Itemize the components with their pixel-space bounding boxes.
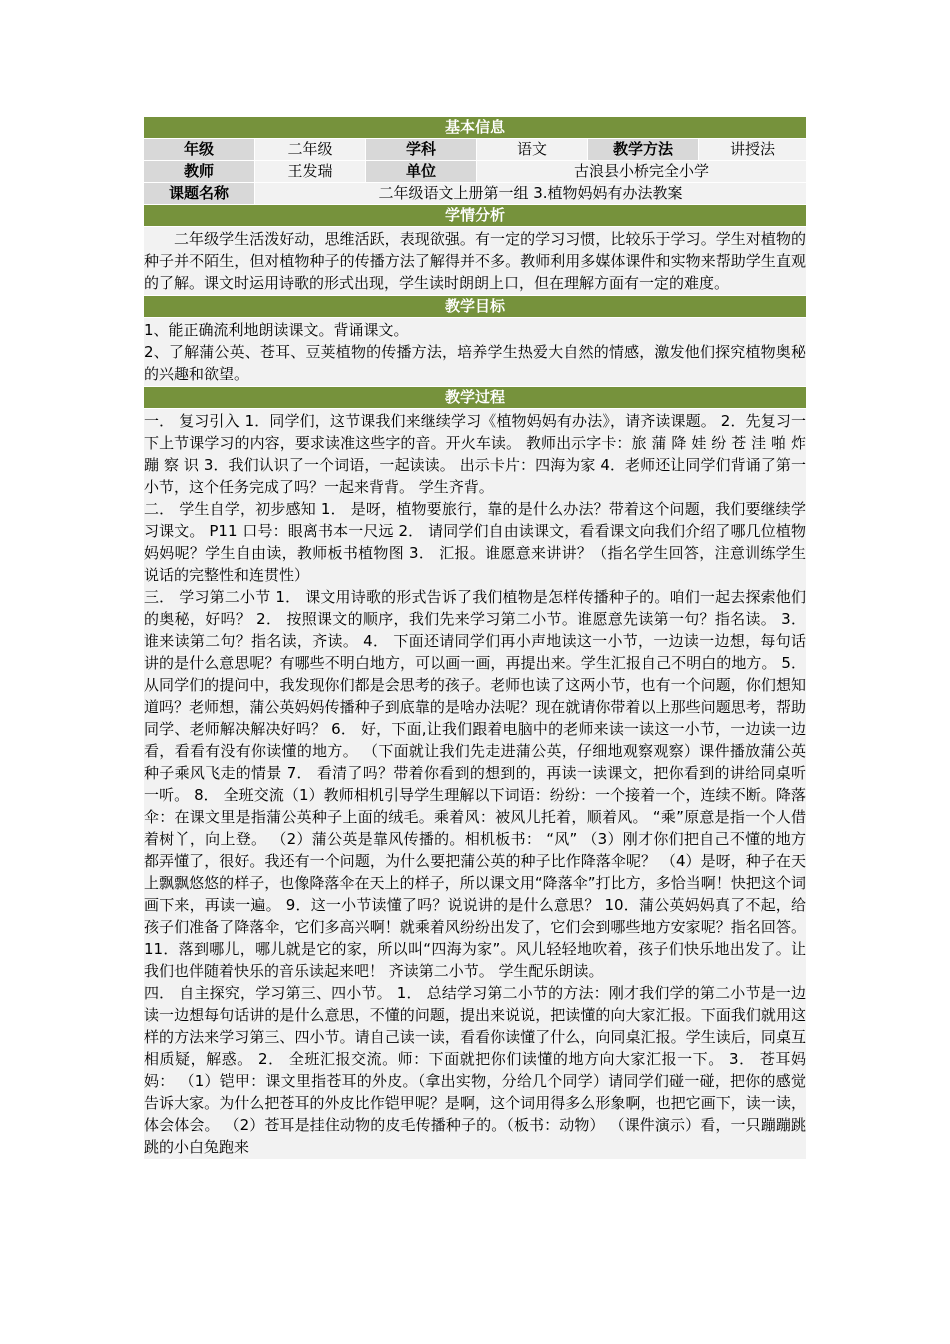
process-step-4: 四． 自主探究，学习第三、四小节。 1． 总结学习第二小节的方法：刚才我们学的第二小节是一边读一边想每句话讲的是什么意思，不懂的问题，提出来说说，把读懂的向大家汇报。下面我们就用这样的方法来学习第三、四小节。请自己读一读，看看你读懂了什么，向同桌汇报。学生读后，同桌互相质疑，解惑。 2． 全班汇报交流。师：下面就把你们读懂的地方向大家汇报一下。 3． 苍耳妈妈： （1）铠甲：课文里指苍耳的外皮。（拿出实物，分给几个同学）请同学们碰一碰，把你的感觉告诉大家。为什么把苍耳的外皮比作铠甲呢？是啊，这个词用得多么形象啊，也把它画下，读一读，体会体会。 （2）苍耳是挂住动物的皮毛传播种子的。（板书：动物） （课件演示）看，一只蹦蹦跳跳的小白兔跑来	[144, 984, 806, 1156]
process-section	[144, 409, 806, 1159]
goal-item: 1、能正确流利地朗读课文。背诵课文。	[144, 321, 409, 339]
basic-info-row-2	[144, 161, 806, 182]
basic-info-header: 基本信息	[144, 117, 806, 138]
subject-label: 学科	[366, 139, 476, 160]
teacher-value: 王发瑞	[255, 161, 365, 182]
process-step-3: 三． 学习第二小节 1． 课文用诗歌的形式告诉了我们植物是怎样传播种子的。咱们一起去探索他们的奥秘，好吗？ 2． 按照课文的顺序，我们先来学习第二小节。谁愿意先读第一句？指名读。 3． 谁来读第二句？指名读，齐读。 4． 下面还请同学们再小声地读这一小节，一边读一边想，每句话讲的是什么意思呢？有哪些不明白地方，可以画一画，再提出来。学生汇报自己不明白的地方。 5． 从同学们的提问中，我发现你们都是会思考的孩子。老师也读了这两小节，也有一个问题，你们想知道吗？老师想，蒲公英妈妈传播种子到底靠的是啥办法呢？现在就请你带着以上那些问题思考，帮助同学、老师解决解决好吗？ 6． 好，下面,让我们跟着电脑中的老师来读一读这一小节，一边读一边看，看看有没有你读懂的地方。 （下面就让我们先走进蒲公英，仔细地观察观察）课件播放蒲公英种子乘风飞走的情景 7． 看清了吗？带着你看到的想到的，再读一读课文，把你看到的讲给同桌听一听。 8． 全班交流（1）教师相机引导学生理解以下词语：纷纷：一个接着一个，连续不断。降落伞：在课文里是指蒲公英种子上面的绒毛。乘着风：被风儿托着，顺着风。 “乘”原意是指一个人借着树丫，向上登。 （2）蒲公英是靠风传播的。相机板书： “风” （3）刚才你们把自己不懂的地方都弄懂了，很好。我还有一个问题，为什么要把蒲公英的种子比作降落伞呢？ （4）是呀，种子在天上飘飘悠悠的样子，也像降落伞在天上的样子，所以课文用“降落伞”打比方，多恰当啊！快把这个词画下来，再读一遍。 9．这一小节读懂了吗？说说讲的是什么意思？ 10．蒲公英妈妈真了不起，给孩子们准备了降落伞，它们多高兴啊！就乘着风纷纷出发了，它们会到哪些地方安家呢？指名回答。 11．落到哪儿，哪儿就是它的家，所以叫“四海为家”。风儿轻轻地吹着，孩子们快乐地出发了。让我们也伴随着快乐的音乐读起来吧！ 齐读第二小节。 学生配乐朗读。	[144, 588, 806, 980]
analysis-text: 二年级学生活泼好动，思维活跃，表现欲强。有一定的学习习惯，比较乐于学习。学生对植物的种子并不陌生，但对植物种子的传播方法了解得并不多。教师利用多媒体课件和实物来帮助学生直观的了解。课文时运用诗歌的形式出现，学生读时朗朗上口，但在理解方面有一定的难度。	[144, 230, 806, 292]
teacher-label: 教师	[144, 161, 254, 182]
method-label: 教学方法	[588, 139, 698, 160]
course-value: 二年级语文上册第一组 3.植物妈妈有办法教案	[255, 183, 806, 204]
process-step-1: 一． 复习引入 1．同学们，这节课我们来继续学习《植物妈妈有办法》，请齐读课题。 2．先复习一下上节课学习的内容，要求读准这些字的音。开火车读。 教师出示字卡：旅 蒲 降 娃 纷 苍 洼 啪 炸 蹦 察 识 3．我们认识了一个词语，一起读读。 出示卡片：四海为家 4．老师还让同学们背诵了第一小节，这个任务完成了吗？一起来背背。 学生齐背。	[144, 412, 806, 496]
course-label: 课题名称	[144, 183, 254, 204]
lesson-plan-sheet	[144, 116, 806, 1159]
analysis-section	[144, 227, 806, 295]
goal-item: 2、了解蒲公英、苍耳、豆荚植物的传播方法，培养学生热爱大自然的情感，激发他们探究植物奥秘的兴趣和欲望。	[144, 343, 806, 383]
method-value: 讲授法	[699, 139, 806, 160]
basic-info-row-3	[144, 183, 806, 204]
analysis-header: 学情分析	[144, 205, 806, 226]
subject-value: 语文	[477, 139, 587, 160]
goals-section	[144, 318, 806, 386]
grade-value: 二年级	[255, 139, 365, 160]
process-header: 教学过程	[144, 387, 806, 408]
unit-value: 古浪县小桥完全小学	[477, 161, 806, 182]
grade-label: 年级	[144, 139, 254, 160]
basic-info-row-1	[144, 139, 806, 160]
goals-header: 教学目标	[144, 296, 806, 317]
process-step-2: 二． 学生自学，初步感知 1． 是呀，植物要旅行，靠的是什么办法？带着这个问题，我们要继续学习课文。 P11 口号：眼离书本一尺远 2． 请同学们自由读课文，看看课文向我们介绍了哪几位植物妈妈呢？学生自由读，教师板书植物图 3． 汇报。谁愿意来讲讲？（指名学生回答，注意训练学生说话的完整性和连贯性）	[144, 500, 806, 584]
unit-label: 单位	[366, 161, 476, 182]
